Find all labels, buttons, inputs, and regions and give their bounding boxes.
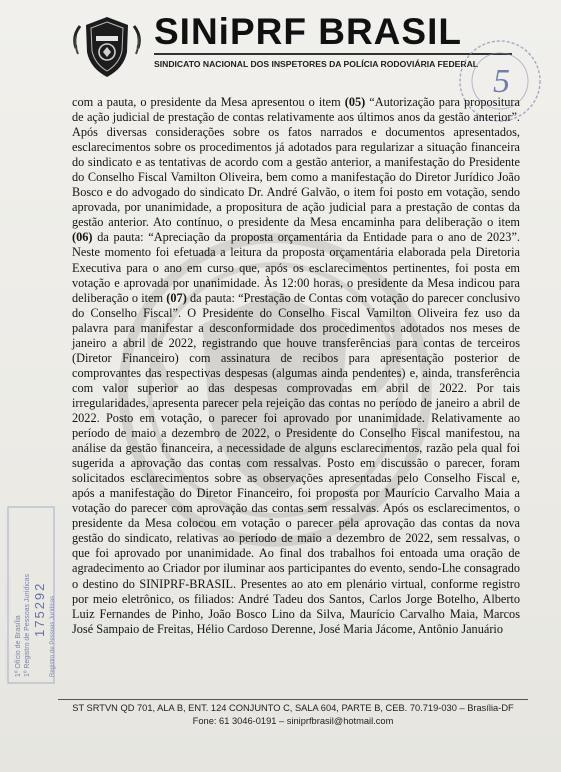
footer-address: ST SRTVN QD 701, ALA B, ENT. 124 CONJUNTO C, SALA 604, PARTE B, CEB. 70.719-030 – Brasília-DF — [72, 703, 514, 713]
minutes-body — [72, 95, 520, 637]
letterhead — [72, 6, 512, 88]
text-segment: “Autorização para propositura de ação judicial de prestação de contas relativamente aos últimos anos da gestão anterior”. Após diversas considerações sobre os fatos narrados e documentos apresentados, esclarecimentos sobre os procedimentos já adotados para regularizar a situação financeira do sindicato e as tentativas de acordo com a gestão anterior, a manifestação do Presidente do Conselho Fiscal Vamilton Oliveira, bem como a manifestação do Diretor Jurídico João Bosco e do advogado do sindicato Dr. André Galvão, o item foi posto em votação, sendo aprovada, por unanimidade, a propositura de ação judicial para a prestação de contas da gestão anterior. Ato contínuo, o presidente da Mesa encaminha para deliberação o item — [72, 95, 520, 230]
org-name: SINiPRF BRASIL — [154, 11, 462, 52]
text-segment: da pauta: “Prestação de Contas com votação do parecer conclusivo do Conselho Fiscal”. O Presidente do Conselho Fiscal Vamilton Oliveira fez uso da palavra para manifestar a desconformidade dos procedimentos adotados nos meses de janeiro a abril de 2022, registrando que houve transferências para contas de terceiros (Diretor Financeiro) com assinatura de recibos para apresentação posterior de comprovantes das respectivas despesas (algumas ainda pendentes) e, ainda, transferência com valor superior ao das despesas comprovadas em abril de 2022. Por tais irregularidades, apresenta parecer pela rejeição das contas no período de janeiro a abril de 2022. Posto em votação, o parecer foi aprovado por unanimidade. Relativamente ao período de maio a dezembro de 2022, o Presidente do Conselho Fiscal manifestou, na análise da gestão financeira, a necessidade de alguns esclarecimentos, razão pela qual foi sugerida a aprovação das contas com ressalvas. Posto em discussão o parecer, foram solicitados esclarecimentos sobre as observações apresentadas pelo Conselho Fiscal e, após a manifestação do Diretor Financeiro, foi proposta por Maurício Carvalho Maia a votação do parecer com aprovação das contas sem ressalvas. Após os esclarecimentos, o presidente da Mesa colocou em votação o parecer pela aprovação das contas da nova gestão do sindicato, relativas ao período de maio a dezembro de 2022, sem ressalvas, o que foi aprovado por unanimidade. Ao final dos trabalhos foi entoada uma oração de agradecimento ao Criador por iluminar aos participantes do evento, sendo-Lhe consagrado o destino do SINIPRF-BRASIL. Presentes ao ato em plenário virtual, conforme registro por meio eletrônico, os filiados: André Tadeu dos Santos, Carlos Jorge Botelho, Alberto Luiz Fernandes de Pinho, João Bosco Lino da Silva, Maurício Carvalho Maia, Marcos José Sampaio de Freitas, Hélio Cardoso Derenne, José Maria Jácome, Antônio Januário — [72, 290, 521, 636]
text-segment: com a pauta, o presidente da Mesa apresentou o item — [72, 95, 345, 109]
registry-label: Registro de Pessoas Jurídicas — [50, 595, 56, 677]
registry-side-stamp — [6, 505, 56, 685]
agenda-item-06: (06) — [72, 230, 93, 245]
agenda-item-05: (05) — [344, 95, 366, 109]
agenda-item-07: (07) — [166, 290, 187, 305]
registry-office: 1º Ofício de Brasília — [15, 615, 22, 677]
text-segment: da pauta: “Apreciação da proposta orçamentária da Entidade para o ano de 2023”. Neste momento foi efetuada a leitura da proposta orçamentária elaborada pela Diretoria Executiva para o ano em curso que, após os esclarecimentos pertinentes, foi posta em votação e aprovada por unanimidade. Às 12:00 horas, o presidente da Mesa indicou para deliberação o item — [72, 230, 520, 305]
org-full-name: SINDICATO NACIONAL DOS INSPETORES DA POLÍCIA RODOVIÁRIA FEDERAL — [154, 59, 479, 69]
siniprf-emblem-icon — [72, 14, 142, 80]
registry-number: 175292 — [32, 581, 47, 637]
letterhead-footer — [58, 702, 528, 728]
footer-contact: Fone: 61 3046-0191 – siniprfbrasil@hotmail.com — [192, 716, 394, 726]
footer-divider — [58, 699, 528, 700]
registry-type: 1º Registro de Pessoas Jurídicas — [24, 574, 31, 677]
stamp-page-number: 5 — [493, 63, 510, 100]
minutes-paragraph — [72, 95, 520, 637]
